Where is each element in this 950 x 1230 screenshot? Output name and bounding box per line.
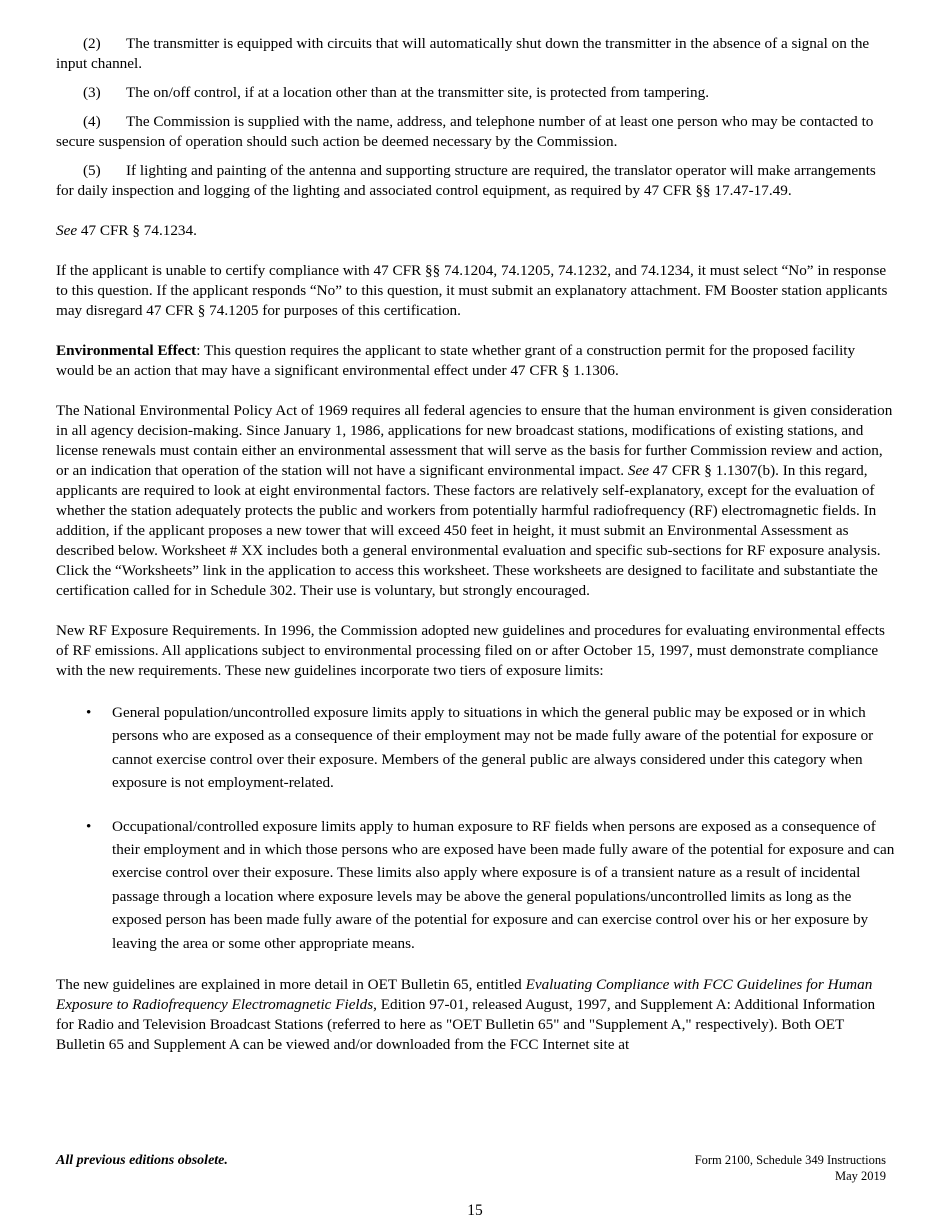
item-text: The Commission is supplied with the name, address, and telephone number of at least one person who may be contacted to secure suspension of operation should such action be deemed necessary by the Commission. — [56, 113, 874, 150]
list-item — [56, 815, 896, 955]
see-signal: See — [627, 462, 649, 479]
item-number: (2) — [83, 35, 101, 52]
numbered-item-4 — [56, 112, 896, 152]
exposure-limits-list — [56, 701, 896, 955]
list-item-text: Occupational/controlled exposure limits apply to human exposure to RF fields when persons are exposed as a consequence of their employment and in which those persons who are exposed have been made fully aware of the potential for exposure and can exercise control over their exposure. These limits also apply where exposure is of a transient nature as a result of incidental passage through a location where exposure levels may be above the general populations/uncontrolled limits as long as the exposed person has been made fully aware of the potential for exposure and can exercise control over his or her exposure by leaving the area or some other appropriate means. — [112, 817, 895, 952]
item-number: (3) — [83, 84, 101, 101]
nepa-paragraph — [56, 401, 896, 601]
environmental-effect-heading: Environmental Effect — [56, 342, 197, 359]
rf-requirements-paragraph: New RF Exposure Requirements. In 1996, the Commission adopted new guidelines and procedures for evaluating environmental effects of RF emissions. All applications subject to environmental processing filed on or after October 15, 1997, must demonstrate compliance with the new requirements. These new guidelines incorporate two tiers of exposure limits: — [56, 622, 885, 679]
see-citation: 47 CFR § 74.1234. — [77, 222, 197, 239]
list-item-text: General population/uncontrolled exposure limits apply to situations in which the general public may be exposed or in which persons who are exposed as a consequence of their employment may not be made fully aware of the potential for exposure or cannot exercise control over their exposure. Members of the general public are always considered under this category when exposure is not employment-related. — [112, 704, 874, 792]
item-text: The transmitter is equipped with circuits that will automatically shut down the transmitter in the absence of a signal on the input channel. — [56, 35, 870, 72]
see-reference — [56, 221, 896, 241]
item-text: If lighting and painting of the antenna and supporting structure are required, the translator operator will make arrangements for daily inspection and logging of the lighting and associated control equipment, as required by 47 CFR §§ 17.47-17.49. — [56, 162, 876, 199]
numbered-item-3 — [56, 83, 896, 103]
footer-form-name: Form 2100, Schedule 349 Instructions — [694, 1153, 886, 1167]
see-signal: See — [56, 222, 78, 239]
item-number: (4) — [83, 113, 101, 130]
list-item — [56, 701, 896, 795]
footer-form-info — [695, 1152, 886, 1184]
bullet-icon: • — [86, 704, 92, 721]
environmental-effect-text: : This question requires the applicant to state whether grant of a construction permit for the proposed facility would be an action that may have a significant environmental effect under 47 CFR § 1.1306. — [56, 342, 856, 379]
numbered-item-5 — [56, 161, 896, 201]
oet-bulletin-title: Evaluating Compliance with FCC Guidelines for Human Exposure to Radiofrequency Electromagnetic Fields — [56, 976, 873, 1014]
certify-paragraph: If the applicant is unable to certify compliance with 47 CFR §§ 74.1204, 74.1205, 74.1232, and 74.1234, it must select “No” in response to this question. If the applicant responds “No” to this question, it must submit an explanatory attachment. FM Booster station applicants may disregard 47 CFR § 74.1205 for purposes of this certification. — [56, 262, 888, 319]
page-number: 15 — [467, 1202, 483, 1219]
oet-text-1: The new guidelines are explained in more detail in OET Bulletin 65, entitled — [56, 976, 526, 994]
oet-bulletin-paragraph — [56, 975, 896, 1055]
footer-obsolete-notice: All previous editions obsolete. — [56, 1153, 228, 1168]
document-body — [56, 34, 896, 1075]
nepa-text-1: The National Environmental Policy Act of 1969 requires all federal agencies to ensure that the human environment is given consideration in all agency decision-making. Since January 1, 1986, applications for new broadcast stations, modifications of existing stations, and license renewals must contain either an environmental assessment that will serve as the basis for further Commission review and action, or an indication that operation of the station will not have a significant environmental impact. — [56, 402, 893, 479]
item-text: The on/off control, if at a location other than at the transmitter site, is protected from tampering. — [126, 84, 709, 101]
item-number: (5) — [83, 162, 101, 179]
footer-form-date: May 2019 — [834, 1169, 886, 1183]
numbered-item-2 — [56, 34, 896, 74]
environmental-effect-paragraph — [56, 341, 896, 381]
nepa-text-2: 47 CFR § 1.1307(b). In this regard, applicants are required to look at eight environmental factors. These factors are relatively self-explanatory, except for the evaluation of whether the station adequately protects the public and workers from potentially harmful radiofrequency (RF) electromagnetic fields. In addition, if the applicant proposes a new tower that will exceed 450 feet in height, it must submit an Environmental Assessment as described below. Worksheet # XX includes both a general environmental evaluation and specific sub-sections for RF exposure analysis. Click the “Worksheets” link in the application to access this worksheet. These worksheets are designed to facilitate and substantiate the certification called for in Schedule 302. Their use is voluntary, but strongly encouraged. — [56, 462, 881, 599]
oet-text-2: , Edition 97-01, released August, 1997, and Supplement A: Additional Information for Radio and Television Broadcast Stations (referred to here as "OET Bulletin 65" and "Supplement A," respectively). Both OET Bulletin 65 and Supplement A can be viewed and/or downloaded from the FCC Internet site at — [56, 996, 876, 1054]
bullet-icon: • — [86, 817, 92, 835]
